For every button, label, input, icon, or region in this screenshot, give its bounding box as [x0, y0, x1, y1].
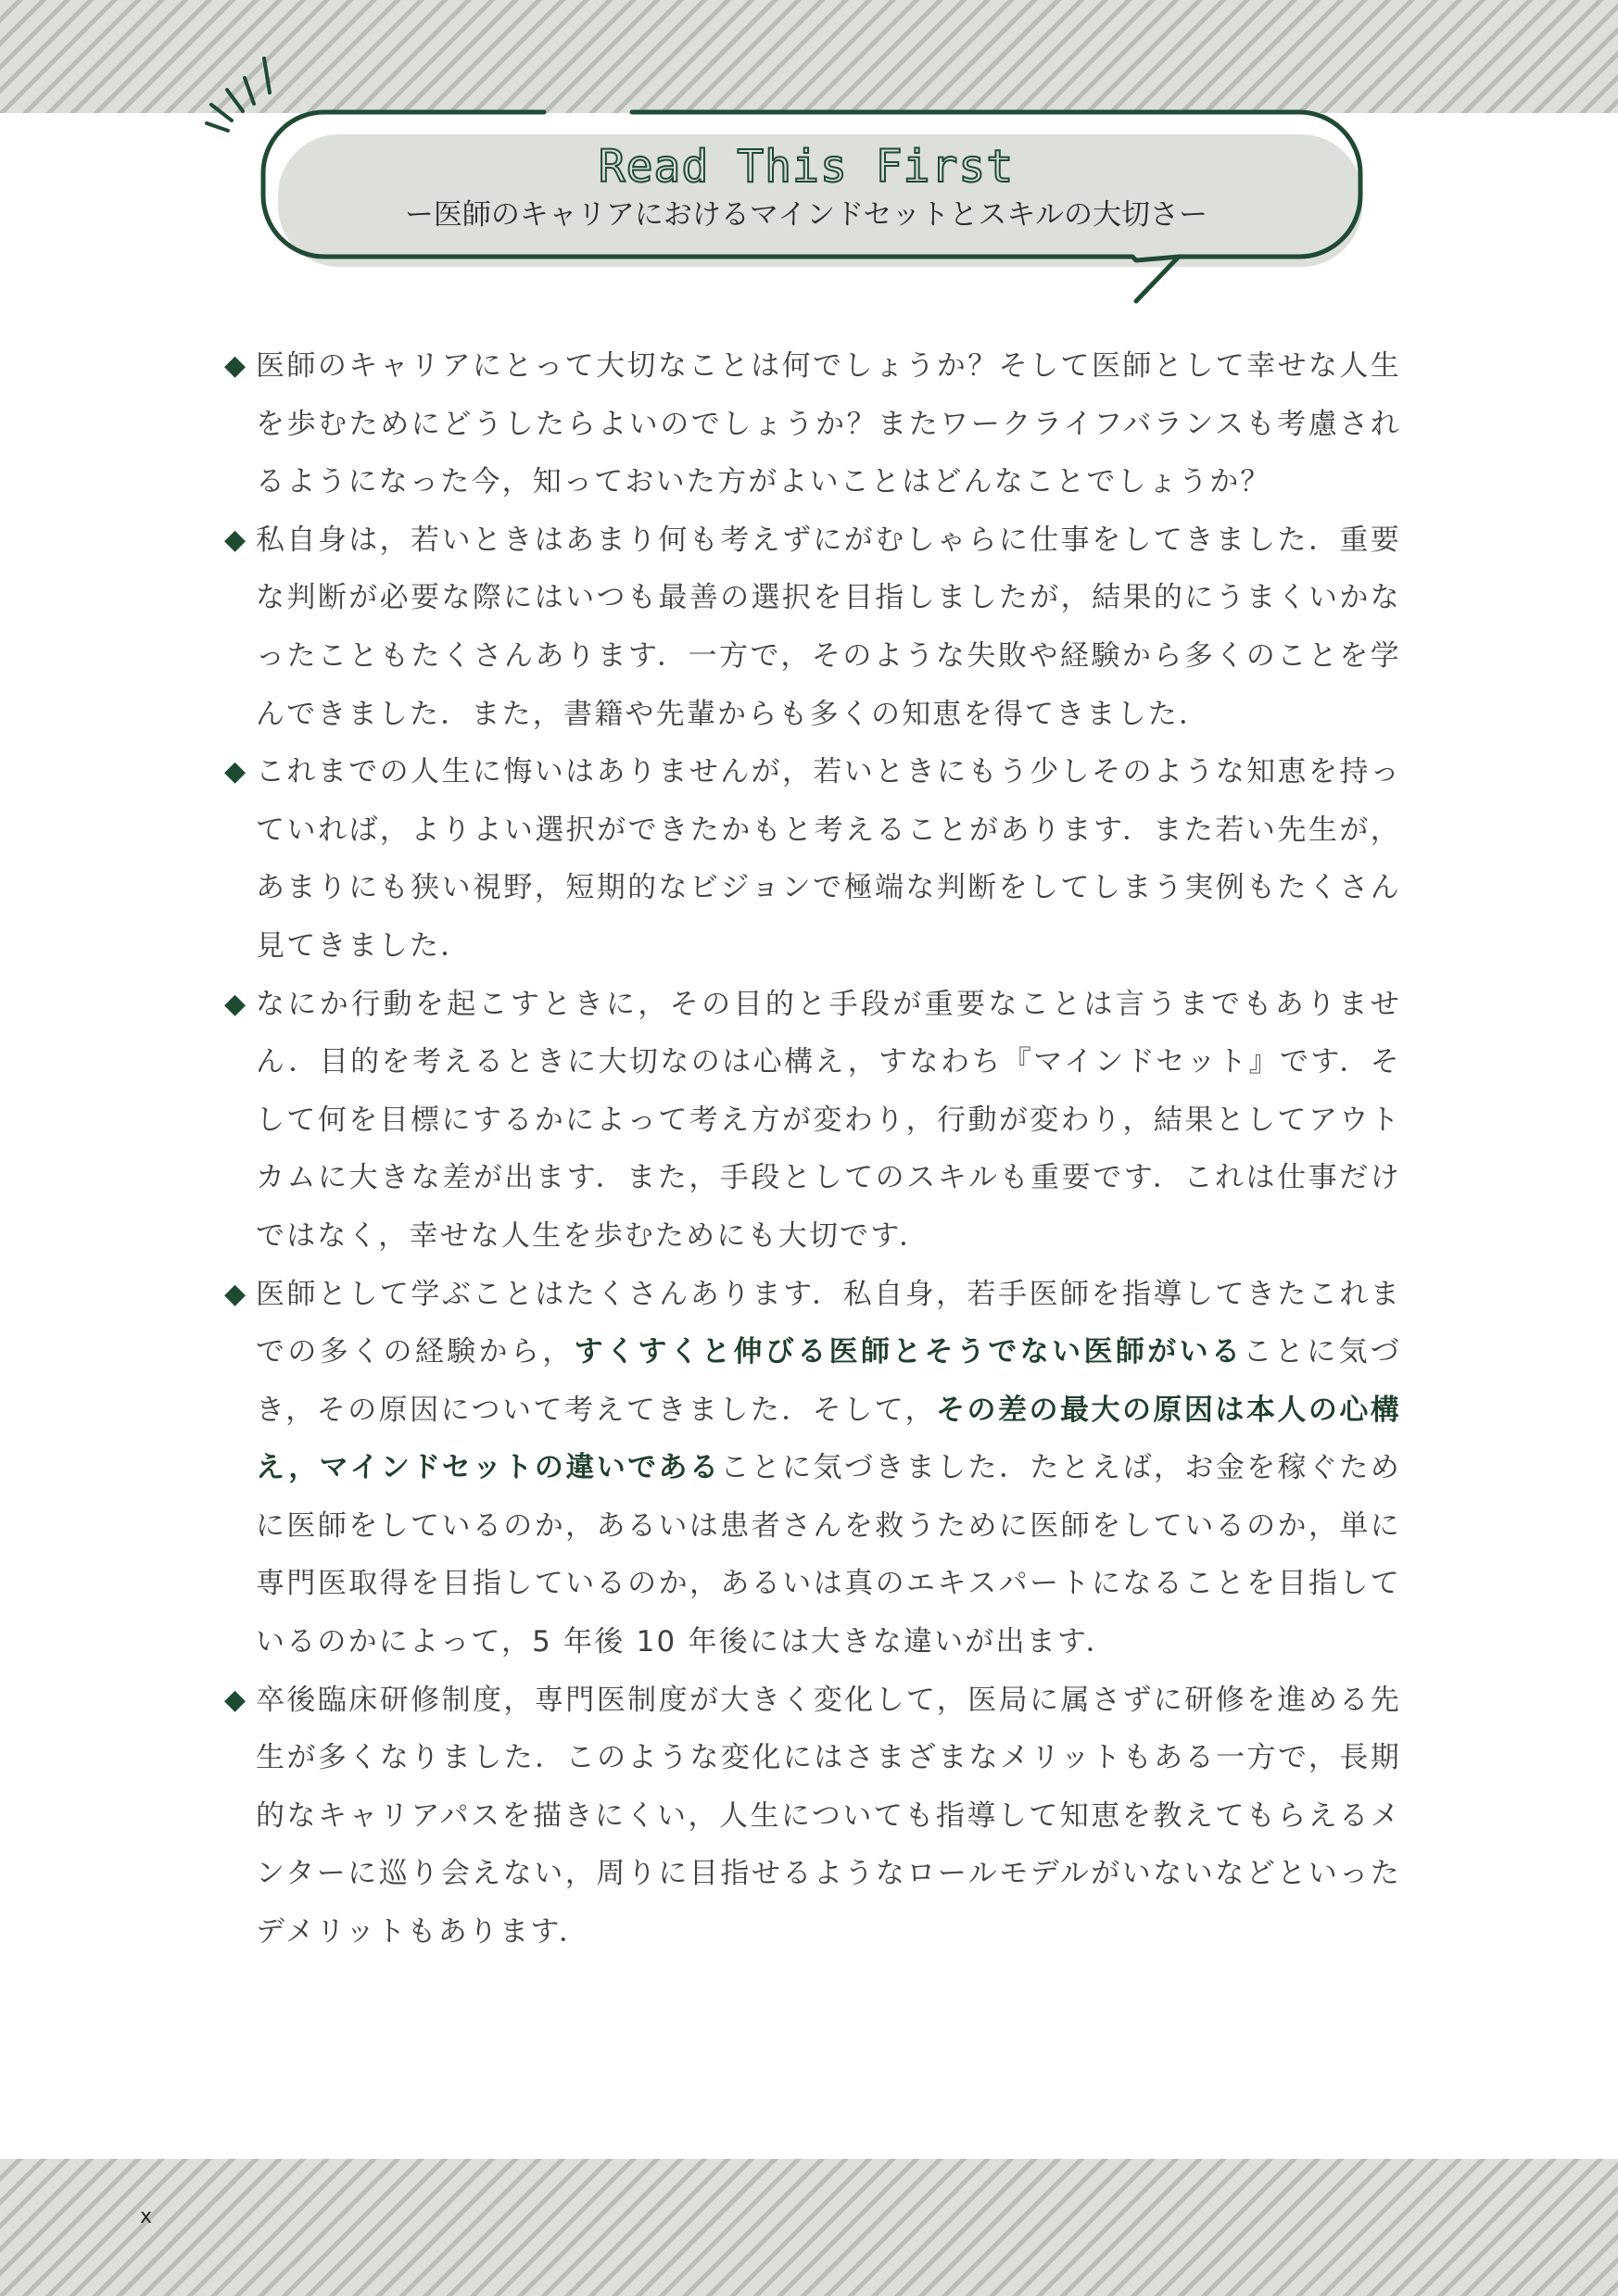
paragraph-text-segment: ことに気づきました．たとえば，お金を稼ぐために医師をしているのか，あるいは患者さんを救うために医師をしているのか，単に専門医取得を目指しているのか，あるいは真のエキスパートになることを目指しているのかによって，5 年後 10 年後には大きな違いが出ます．	[256, 1451, 1401, 1659]
diamond-bullet-icon: ◆	[224, 987, 246, 1020]
main-content	[224, 337, 1401, 1962]
page-subtitle: ー医師のキャリアにおけるマインドセットとスキルの大切さー	[404, 198, 1208, 232]
diamond-bullet-icon: ◆	[224, 1277, 246, 1310]
paragraph-text: 私自身は，若いときはあまり何も考えずにがむしゃらに仕事をしてきました．重要な判断が必要な際にはいつも最善の選択を目指しましたが，結果的にうまくいかなったこともたくさんあります．一方で，そのような失敗や経験から多くのことを学んできました．また，書籍や先輩からも多くの知恵を得てきました．	[256, 523, 1401, 731]
paragraph-text: 医師のキャリアにとって大切なことは何でしょうか？そして医師として幸せな人生を歩むためにどうしたらよいのでしょうか？またワークライフバランスも考慮されるようになった今，知っておいた方がよいことはどんなことでしょうか？	[256, 349, 1401, 499]
diamond-bullet-icon: ◆	[224, 523, 246, 556]
paragraph-text	[256, 1266, 1401, 1672]
diamond-bullet-icon: ◆	[224, 349, 246, 382]
emphasis-text: その差の最大の原因は本人の心構え，マインドセットの違いである	[256, 1393, 1401, 1485]
page-number: x	[140, 2205, 153, 2228]
diamond-bullet-icon: ◆	[224, 1683, 246, 1716]
paragraph	[224, 337, 1401, 511]
bottom-stripe-band	[0, 2159, 1618, 2296]
page-title: Read This First	[598, 141, 1015, 193]
paragraph-text: これまでの人生に悔いはありませんが，若いときにもう少しそのような知恵を持っていれば，よりよい選択ができたかもと考えることがあります．また若い先生が，あまりにも狭い視野，短期的なビジョンで極端な判断をしてしまう実例もたくさん見てきました．	[256, 755, 1401, 963]
paragraph-text-segment: 医師として学ぶことはたくさんあります．私自身，若手医師を指導してきたこれまでの多くの経験から，	[256, 1277, 1401, 1369]
title-block	[278, 139, 1334, 233]
diamond-bullet-icon: ◆	[224, 755, 246, 788]
paragraph-text: 卒後臨床研修制度，専門医制度が大きく変化して，医局に属さずに研修を進める先生が多くなりました．このような変化にはさまざまなメリットもある一方で，長期的なキャリアパスを描きにくい，人生についても指導して知恵を教えてもらえるメンターに巡り会えない，周りに目指せるようなロールモデルがいないなどといったデメリットもあります．	[256, 1683, 1401, 1949]
paragraph-text: なにか行動を起こすときに，その目的と手段が重要なことは言うまでもありません．目的を考えるときに大切なのは心構え，すなわち『マインドセット』です．そして何を目標にするかによって考え方が変わり，行動が変わり，結果としてアウトカムに大きな差が出ます．また，手段としてのスキルも重要です．これは仕事だけではなく，幸せな人生を歩むためにも大切です．	[256, 987, 1401, 1253]
paragraph	[224, 1672, 1401, 1962]
sparkle-accent-icon	[207, 58, 270, 131]
emphasis-text: すくすくと伸びる医師とそうでない医師がいる	[574, 1335, 1244, 1369]
paragraph	[224, 976, 1401, 1266]
paragraph-text-segment: ことに気づき，その原因について考えてきました．そして，	[256, 1335, 1402, 1427]
paragraph	[224, 511, 1401, 743]
paragraph	[224, 743, 1401, 975]
paragraph	[224, 1266, 1401, 1672]
